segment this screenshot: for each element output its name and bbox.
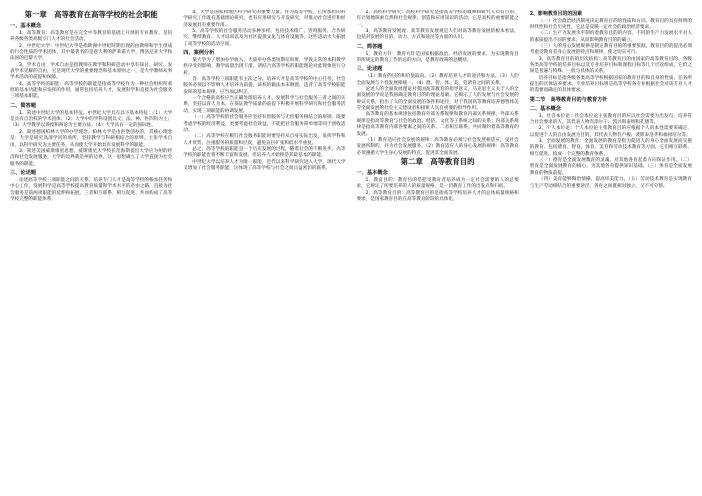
paragraph: 中世纪大学以培养人才为唯一职能，近代以来科学研究进入大学，现代大学又增加了社会服务职能，这体现了高等学校与社会之间日益密切的联系。 — [183, 159, 346, 171]
paragraph: （一）社会政治经济制度决定教育目的的性质和方向。教育目的具有鲜明的时代性和社会历史性，它总是反映一定社会的政治经济要求。 — [529, 18, 692, 30]
paragraph: 4、高等学校的职能：高等学校的职能是指高等学校作为一种社会组织所承担的基本功能和应发挥的作用，通常包括培养人才、发展科学和直接为社会服务三项基本职能。 — [10, 81, 173, 100]
paragraph: 2、高等教育目的：高等教育目的是指高等学校培养人才的总体质量规格和要求，是国家教育目的在高等教育阶段的具体化。 — [356, 190, 519, 202]
paragraph: 1、高等教育：高等教育是在完全中等教育的基础上开展的专业教育，是培养各级各类高级专门人才的社会活动。 — [10, 31, 173, 43]
paragraph: 3、简述美国威斯康星思想。威斯康星大学校长范海斯提出大学应为州的经济和社会发展服务，大学的边界就是州的边界。这一思想确立了大学直接为社会服务的职能。 — [10, 148, 173, 167]
paragraph: （一）德育是全面发展教育的灵魂，对其他各育起着方向保证作用。（二）智育是全面发展教育的核心，为其他各育提供知识基础。（三）体育是全面发展教育的物质前提。 — [529, 158, 692, 176]
paragraph: （四）美育能够陶冶情操、提高审美能力。（五）劳动技术教育是实现教育与生产劳动相结合的重要途径。各育之间既相对独立，又不可分割。 — [529, 177, 692, 189]
paragraph: 某大学为了增加办学收入，大量举办各类短期培训班，导致正常的本科教学秩序受到影响，教学质量出现下滑。请结合高等学校的职能理论对此现象进行分析。 — [183, 58, 346, 76]
column-4 — [530, 10, 692, 490]
paragraph: 5、高等学校的社会服务活动多种多样，包括技术推广、咨询服务、合作研究、继续教育、人才培训以及为社区提供文化与体育设施等，这些活动大大拓展了高等学校的活动空间。 — [183, 29, 346, 47]
paragraph: 1、教育目的：教育目的是把受教育者培养成为一定社会需要的人的总要求，它规定了所要培养的人的质量规格，是一切教育工作的出发点和归宿。 — [356, 177, 519, 190]
paragraph: 3、全面发展的教育：全面发展的教育是指为促进人的身心全面发展而实施的教育，包括德育、智育、体育、美育和劳动技术教育等方面，它们相互联系、相互促进，构成一个完整的教育体系。 — [529, 139, 692, 157]
paragraph: （一）高等学校的社会服务应坚持有偿服务与无偿服务相结合的原则，既要考虑学校的经济利益，更要考虑社会效益，不能把社会服务简单地等同于创收活动。 — [183, 115, 346, 133]
paragraph: 3、高等教育目的的层次结构：高等教育目的由国家的高等教育目的、各级各类高等学校的培养目标以及专业培养目标和课程目标等几个层次组成，它们之间是普遍与特殊、一般与具体的关系。 — [529, 56, 692, 75]
paragraph: （三）人的身心发展规律是制定教育目的的重要依据。教育目的的提出必须考虑受教育者身心发展的特点和规律，使之切实可行。 — [529, 43, 692, 56]
subsection-heading: 2、影响教育目的的因素 — [529, 11, 583, 17]
paragraph: 3、学术自由：学术自由是指教师在教学和科研活动中享有探讨、研究、发表学术见解的自由，它是现代大学的重要理念和基本原则之一，是大学教师从事学术活动的前提和保障。 — [10, 62, 173, 81]
section-heading: 第二节 高等教育目的与教育方针 — [529, 96, 608, 103]
paragraph: 论述高等学校三项职能之间的关系。培养专门人才是高等学校的根本任务和中心工作，发展科学是高等学校提高教育质量和学术水平的必由之路，直接为社会服务是前两项职能的延伸和拓展。三者相互联系、相互促进，共同构成了高等学校完整的职能体系。 — [10, 177, 173, 202]
paragraph: 2、高校科学研究：高校科学研究是指高等学校的教师和研究人员有目的、有计划地探索自然和社会规律、创造和应用知识的活动，它是高校的重要职能之一。 — [356, 10, 519, 28]
section-heading: 二、基本概念 — [529, 105, 561, 112]
section-heading: 三、论述题 — [356, 66, 383, 73]
section-heading: 一、基本概念 — [356, 169, 388, 176]
paragraph: 3、高等教育发展观：高等教育发展观是人们对高等教育发展的根本看法，包括对发展的目的、动力、方式和途径等方面的认识。 — [356, 29, 519, 41]
section-heading: 四、案例分析 — [183, 50, 215, 57]
paragraph: 答：高等学校三项职能有主次之分。培养人才是高等学校的中心任务，社会服务必须以不影响人才培养为前提。该校的做法本末倒置，违背了高等学校职能发挥的基本规律，应当加以纠正。 — [183, 77, 346, 95]
paragraph: 2、个人本位论：个人本位论主张教育目的应根据个人的本性需要来确定，以促进个人的自由发展为目的。其代表人物有卢梭、裴斯泰洛齐和福禄培尔等。 — [529, 126, 692, 138]
section-heading: 二、简答题 — [10, 102, 36, 109]
paragraph: 1、教育方针：教育方针是国家根据政治、经济发展的要求，为实现教育目的所规定的教育工作的总的方向，是教育政策的总概括。 — [356, 51, 519, 64]
paragraph: 论述人的全面发展理论对我国高等教育的指导意义。马克思主义关于人的全面发展的学说是我国确定教育目的的理论基础。它揭示了人的发展与社会发展的辩证关系，指出了人的全面发展的条件和途径，对于我国高等教育培养德智体美劳全面发展的社会主义建设者和接班人具有重要的指导作用。 — [356, 87, 519, 112]
paragraph: 1、简述中世纪大学的基本特征。中世纪大学具有以下基本特征：（1）大学是具有自治权的学术团体；（2）大学中的学科设置以文、法、神、医四科为主；（3）大学教学以讲授和辩论为主要方法；（4）大学具有一定的国际性。 — [10, 110, 173, 129]
paragraph: 一个合格的高校应当正确处理培养人才、发展科学与社会服务三者之间的关系，坚持以育人为本，在保证教学质量的前提下积极开展科学研究和社会服务活动，实现三项职能的协调发展。 — [183, 96, 346, 114]
paragraph: （1）教育适应社会发展的规律：高等教育必须与社会发展相适应，受社会发展所制约，并为社会发展服务。（2）教育适应人的身心发展的规律：高等教育必须遵循大学生身心发展的特点，促进其全面发展。 — [356, 137, 519, 156]
chapter-title: 第一章 高等教育在高等学校的社会职能 — [24, 10, 158, 19]
paragraph: （二）生产力发展水平制约着教育目的的内容。不同的生产力发展水平对人的素质提出不同的要求，从而影响教育目的的确立。 — [529, 31, 692, 43]
paragraph: （1）教育的目的和价值取向。（2）教育培养人才的途径和方法。（3）人的全面发展与个性发展相统一。（4）德、智、体、美、劳诸育之间的关系。 — [356, 74, 519, 86]
column-2 — [183, 10, 345, 490]
paragraph: 高等教育的基本规律包括教育外部关系规律和教育内部关系规律。外部关系规律是指高等教育与社会的政治、经济、文化等子系统之间的关系；内部关系规律是指高等教育内部各要素之间的关系。二者相互联系，共同制约着高等教育的发展。 — [356, 112, 519, 137]
paragraph: 培养目标是指各级各类高等学校根据国家的教育目的和自身的性质、任务所提出的具体培养要求。专业培养目标则是高等学校各专业根据社会对该专业人才的需要而确定的具体要求。 — [529, 75, 692, 94]
paragraph: （二）高等学校在履行社会服务职能时要坚持从自身实际出发，发挥学科和人才优势，注重服务的质量和层次，避免盲目扩张和低水平重复。 — [183, 134, 346, 146]
paragraph: 1、社会本位论：社会本位论主张教育目的应以社会需要为出发点，培养符合社会要求的人。其代表人物有涂尔干、凯兴斯泰纳和孔德等。 — [529, 113, 692, 126]
paragraph: 2、中世纪大学：中世纪大学是指欧洲中世纪时期出现的由教师和学生组成的行会性质的学术团体，其中最著名的是意大利的萨莱诺大学、博洛尼亚大学和法国的巴黎大学。 — [10, 43, 173, 62]
section-heading: 一、基本概念 — [10, 23, 42, 29]
paragraph: 2、简述德国柏林大学的办学理念。柏林大学是由洪堡创办的，其核心理念是：大学是研究高深学问的场所，坚持教学与科研相结合的原则，主张学术自由，以科学研究为主要任务，从而使大学开始具有发展科学的职能。 — [10, 129, 173, 148]
paragraph: 4、大学是国家和地区科学研究的重要力量。作为高等学校，它所承担的科学研究工作既有基础理论研究，也有应用研究与开发研究，对推动社会进步和经济发展具有重要作用。 — [183, 10, 346, 28]
paragraph: 总之，高等学校的职能是一个历史发展的过程，随着社会的不断进步，高等学校的职能也将不断丰富和发展，但培养人才始终是其最基本的职能。 — [183, 146, 346, 159]
chapter-title: 第二章 高等教育目的 — [400, 156, 475, 166]
section-heading: 二、简答题 — [356, 43, 383, 50]
column-1 — [10, 10, 172, 490]
column-3 — [357, 10, 519, 490]
section-heading: 三、论述题 — [10, 169, 36, 176]
